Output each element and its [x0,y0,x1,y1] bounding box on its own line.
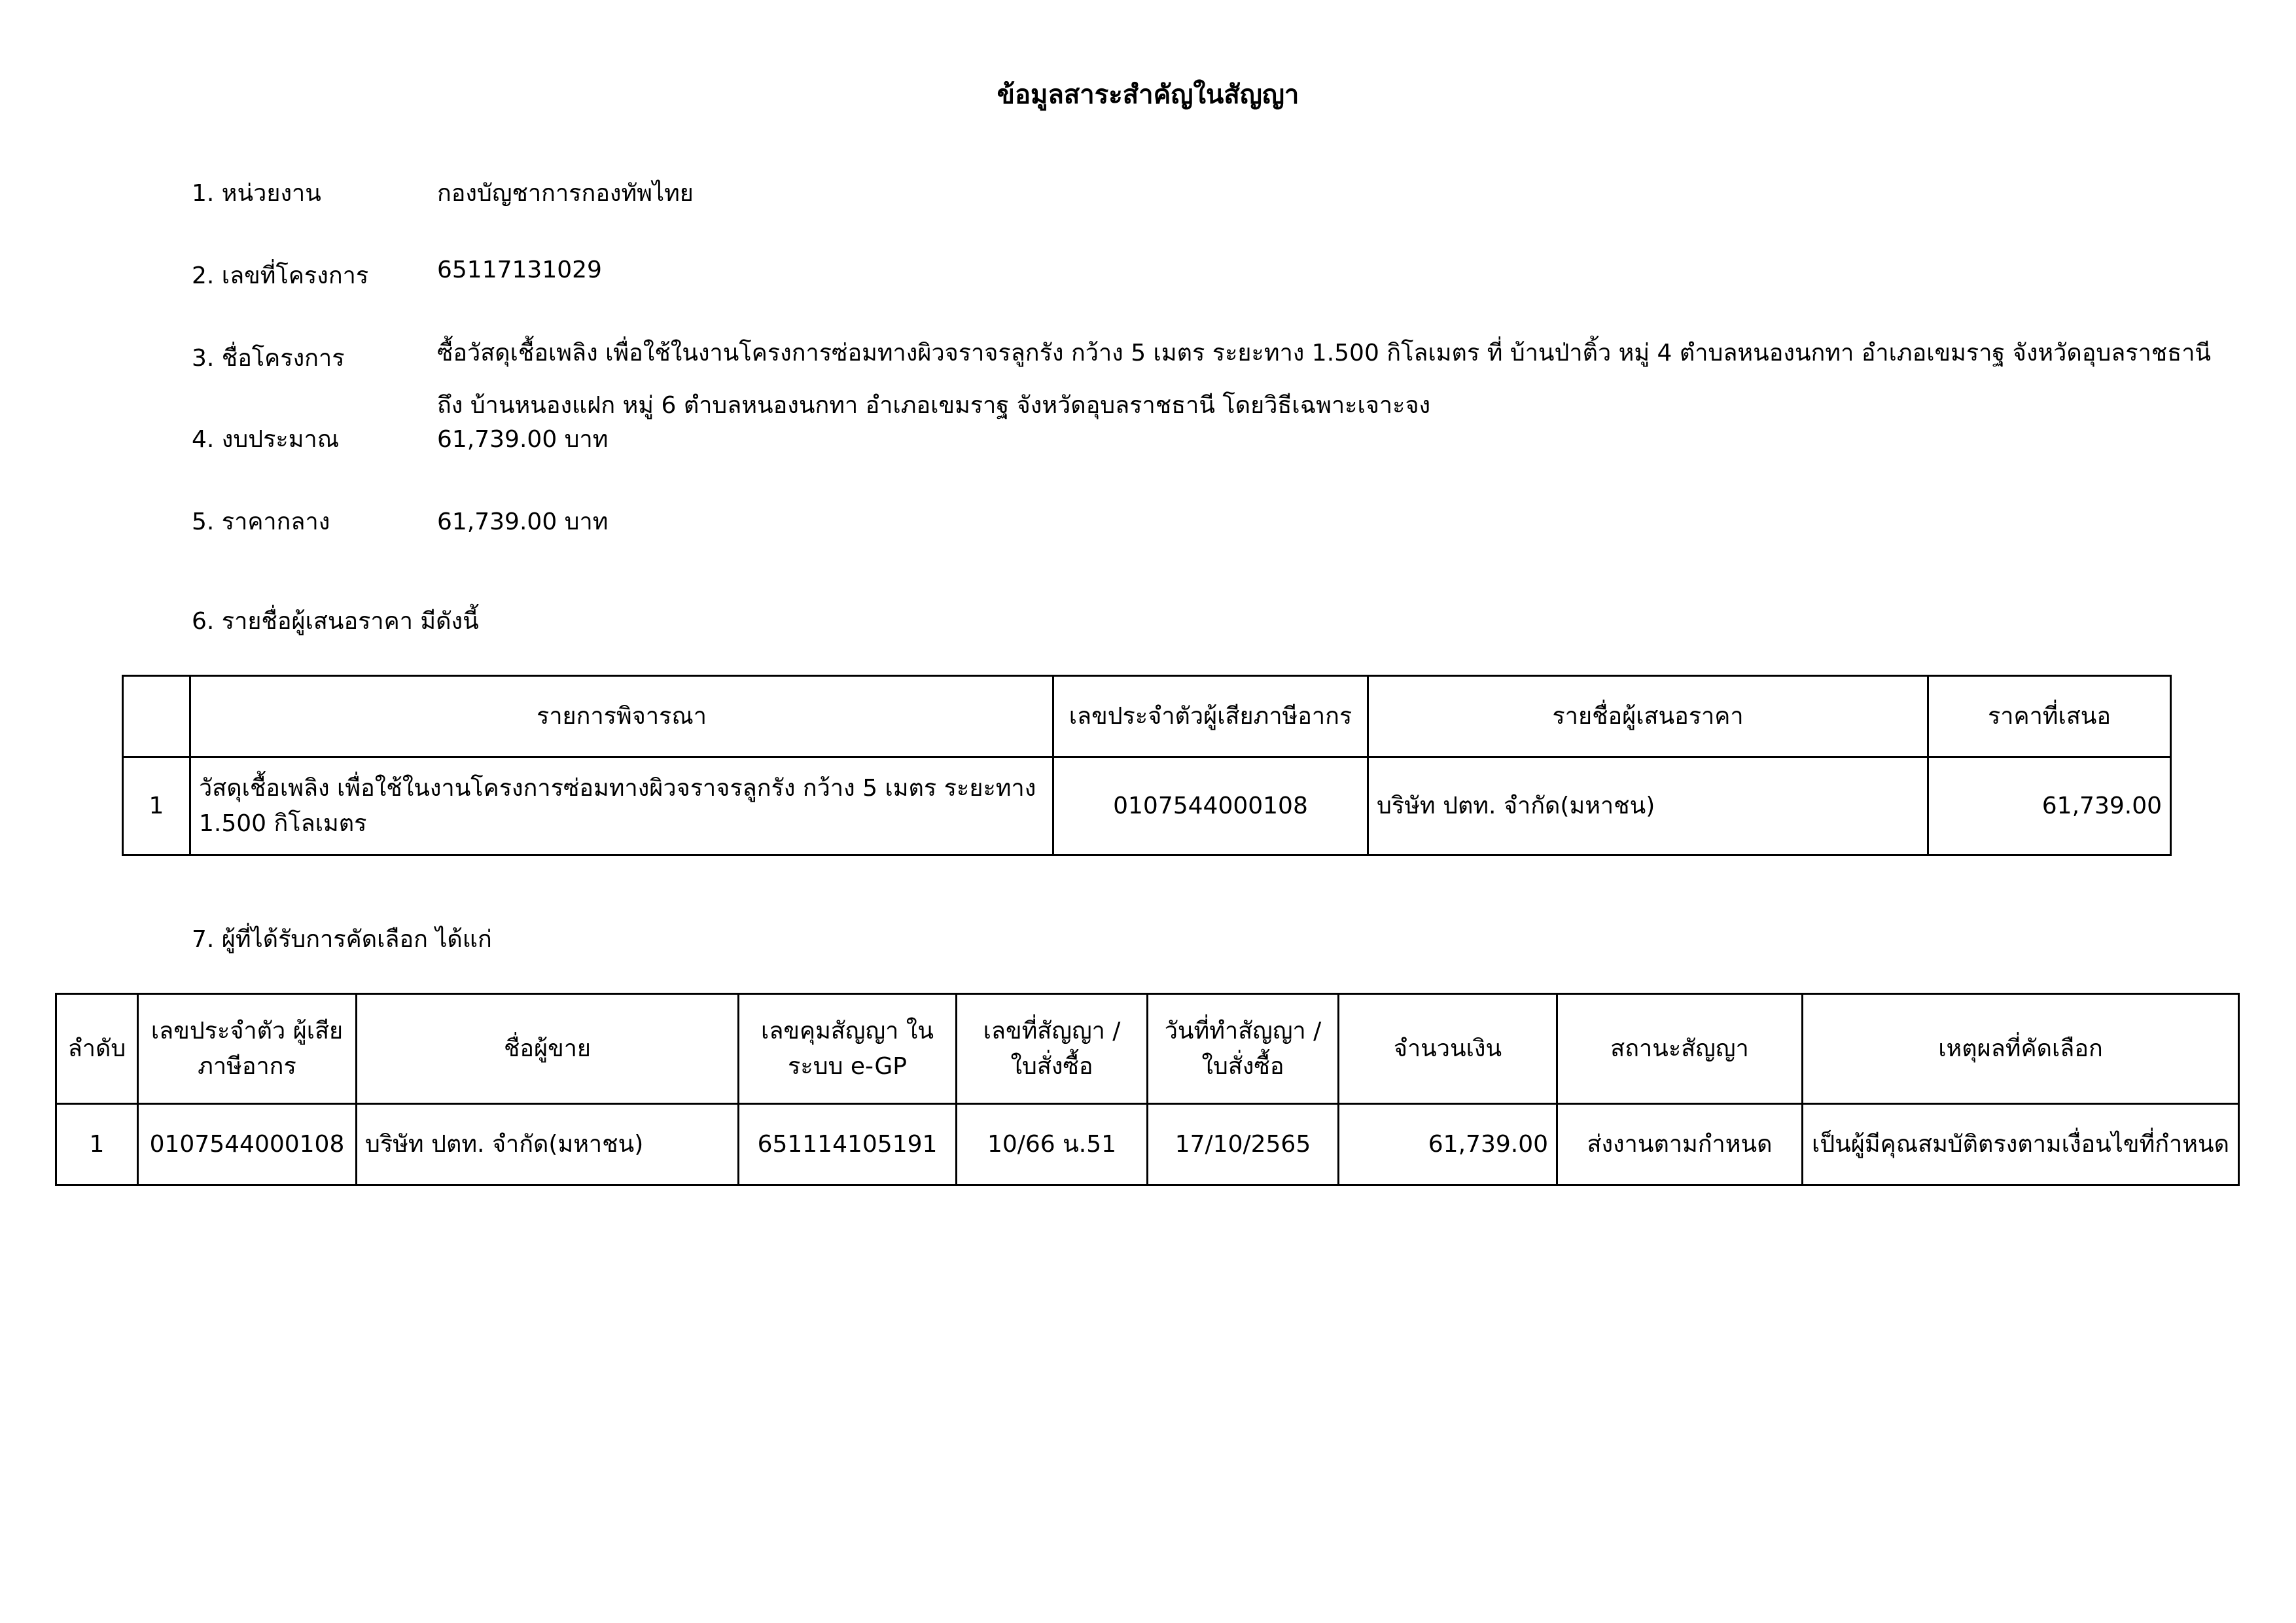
field-label-project-number: 2. เลขที่โครงการ [192,262,369,289]
selected-header-row [56,994,2239,1104]
bidders-table [122,675,2172,856]
bidders-cell-item: วัสดุเชื้อเพลิง เพื่อใช้ในงานโครงการซ่อมทางผิวจราจรลูกรัง กว้าง 5 เมตร ระยะทาง 1.500 กิโลเมตร [190,757,1053,855]
selected-cell-order: 1 [56,1104,138,1185]
field-value-project-name: ซื้อวัสดุเชื้อเพลิง เพื่อใช้ในงานโครงการซ่อมทางผิวจราจรลูกรัง กว้าง 5 เมตร ระยะทาง 1.500 กิโลเมตร ที่ บ้านป่าติ้ว หมู่ 4 ตำบลหนองนกทา อำเภอเขมราฐ จังหวัดอุบลราชธานี ถึง บ้านหนองแฝก หมู่ 6 ตำบลหนองนกทา อำเภอเขมราฐ จังหวัดอุบลราชธานี โดยวิธีเฉพาะเจาะจง [437,340,2212,419]
bidders-heading: 6. รายชื่อผู้เสนอราคา มีดังนี้ [192,608,479,635]
document-title: ข้อมูลสาระสำคัญในสัญญา [997,80,1299,110]
bidders-header-tax-id: เลขประจำตัวผู้เสียภาษีอากร [1053,676,1368,757]
selected-cell-reason: เป็นผู้มีคุณสมบัติตรงตามเงื่อนไขที่กำหนด [1803,1104,2239,1185]
selected-cell-seller: บริษัท ปตท. จำกัด(มหาชน) [357,1104,739,1185]
bidders-header-index [123,676,190,757]
table-row [123,757,2171,855]
field-label-median-price: 5. ราคากลาง [192,508,330,535]
selected-cell-tax-id: 0107544000108 [138,1104,357,1185]
selected-header-egp-number: เลขคุมสัญญา ในระบบ e-GP [739,994,957,1104]
selected-cell-contract-number: 10/66 น.51 [957,1104,1148,1185]
bidders-cell-price: 61,739.00 [1928,757,2171,855]
field-label-agency: 1. หน่วยงาน [192,180,321,207]
table-row [56,1104,2239,1185]
bidders-header-item: รายการพิจารณา [190,676,1053,757]
bidders-header-price: ราคาที่เสนอ [1928,676,2171,757]
selected-cell-amount: 61,739.00 [1339,1104,1557,1185]
selected-header-status: สถานะสัญญา [1557,994,1803,1104]
selected-cell-contract-date: 17/10/2565 [1148,1104,1339,1185]
field-label-project-name: 3. ชื่อโครงการ [192,345,345,372]
field-label-budget: 4. งบประมาณ [192,426,340,453]
selected-heading: 7. ผู้ที่ได้รับการคัดเลือก ได้แก่ [192,926,492,953]
bidders-header-bidder: รายชื่อผู้เสนอราคา [1368,676,1928,757]
bidders-cell-tax-id: 0107544000108 [1053,757,1368,855]
field-value-project-number: 65117131029 [437,257,602,283]
selected-cell-egp-number: 651114105191 [739,1104,957,1185]
field-value-median-price: 61,739.00 บาท [437,508,609,535]
field-value-budget: 61,739.00 บาท [437,426,609,453]
bidders-cell-index: 1 [123,757,190,855]
bidders-cell-bidder: บริษัท ปตท. จำกัด(มหาชน) [1368,757,1928,855]
bidders-header-row [123,676,2171,757]
selected-header-seller: ชื่อผู้ขาย [357,994,739,1104]
field-value-agency: กองบัญชาการกองทัพไทย [437,180,694,207]
selected-header-reason: เหตุผลที่คัดเลือก [1803,994,2239,1104]
selected-header-contract-number: เลขที่สัญญา / ใบสั่งซื้อ [957,994,1148,1104]
selected-cell-status: ส่งงานตามกำหนด [1557,1104,1803,1185]
selected-header-amount: จำนวนเงิน [1339,994,1557,1104]
selected-header-tax-id: เลขประจำตัว ผู้เสียภาษีอากร [138,994,357,1104]
selected-header-order: ลำดับ [56,994,138,1104]
selected-table [55,993,2240,1186]
selected-header-contract-date: วันที่ทำสัญญา / ใบสั่งซื้อ [1148,994,1339,1104]
